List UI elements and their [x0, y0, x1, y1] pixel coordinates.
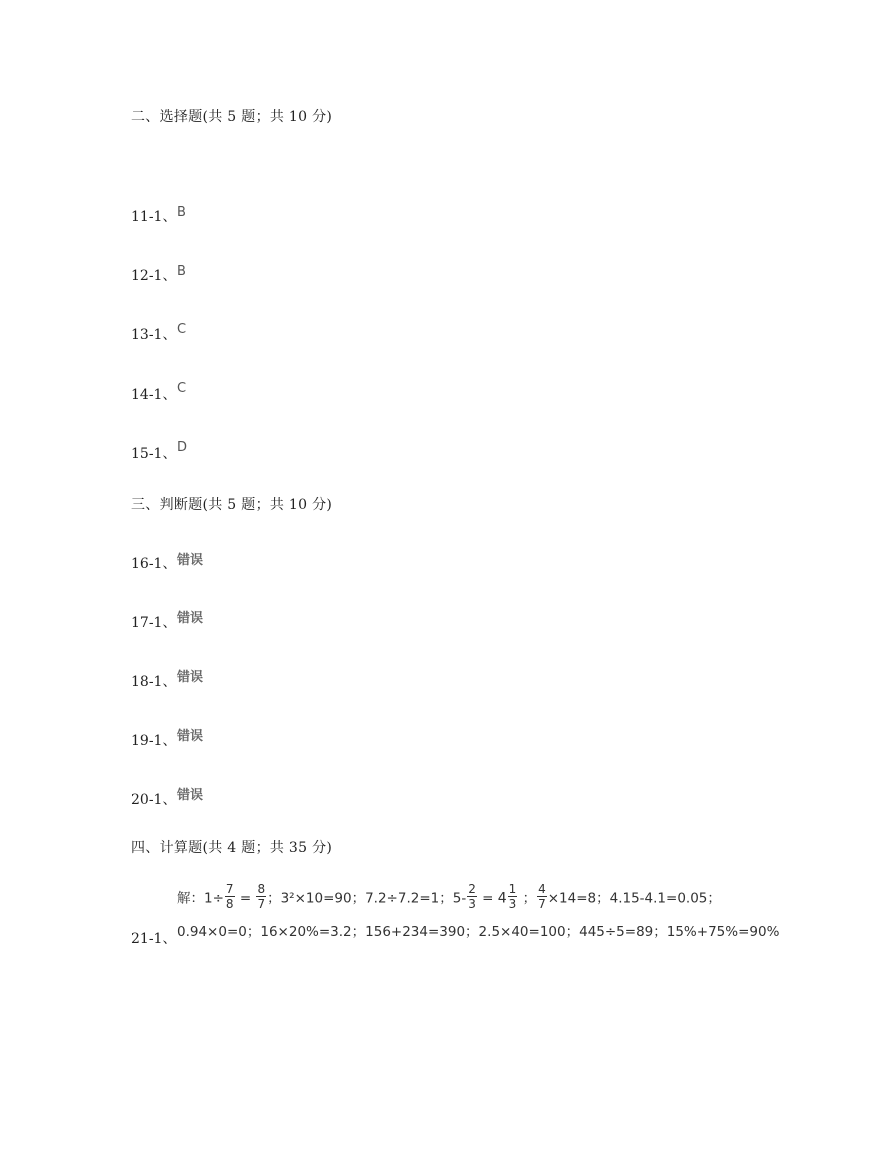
- calc-line-1: [177, 882, 721, 912]
- answer-value: 错误: [177, 729, 204, 744]
- question-number: 16-1、: [131, 556, 177, 572]
- separator: ；: [522, 890, 537, 907]
- answer-value: D: [177, 440, 188, 455]
- question-number: 20-1、: [131, 792, 177, 808]
- question-number: 17-1、: [131, 615, 177, 631]
- calc-middle: ；3²×10=90；7.2÷7.2=1；5-: [267, 890, 467, 907]
- answer-value: 错误: [177, 611, 204, 626]
- fraction: $\frac{1}{3}$: [508, 882, 517, 911]
- fraction: $\frac{8}{7}$: [257, 882, 266, 911]
- answer-value: B: [177, 205, 186, 220]
- answer-value: 错误: [177, 670, 204, 685]
- fraction: $\frac{7}{8}$: [225, 882, 234, 911]
- calc-prefix: 解：1÷: [177, 890, 224, 907]
- mixed-number-whole: 4: [497, 890, 507, 907]
- question-number: 18-1、: [131, 674, 177, 690]
- fraction: $\frac{2}{3}$: [468, 882, 476, 911]
- answer-value: B: [177, 264, 186, 279]
- question-number: 19-1、: [131, 733, 177, 749]
- answer-value: C: [177, 322, 187, 337]
- fraction: $\frac{4}{7}$: [538, 882, 546, 911]
- question-number: 21-1、: [131, 931, 177, 947]
- equals-sign: =: [239, 890, 252, 907]
- question-number: 14-1、: [131, 387, 177, 403]
- question-number: 11-1、: [131, 209, 177, 225]
- section-heading-judge: 三、判断题(共 5 题；共 10 分): [131, 497, 333, 513]
- question-number: 15-1、: [131, 446, 177, 462]
- calc-line-2: 0.94×0=0；16×20%=3.2；156+234=390；2.5×40=100；445÷5=89；15%+75%=90%: [177, 924, 780, 940]
- section-heading-calc: 四、计算题(共 4 题；共 35 分): [131, 840, 333, 856]
- answer-value: 错误: [177, 788, 204, 803]
- question-number: 13-1、: [131, 327, 177, 343]
- section-heading-choice: 二、选择题(共 5 题；共 10 分): [131, 109, 333, 125]
- question-number: 12-1、: [131, 268, 177, 284]
- answer-value: C: [177, 381, 187, 396]
- answer-value: 错误: [177, 553, 204, 568]
- equals-sign: =: [482, 890, 494, 907]
- calc-tail: ×14=8；4.15-4.1=0.05；: [547, 890, 721, 907]
